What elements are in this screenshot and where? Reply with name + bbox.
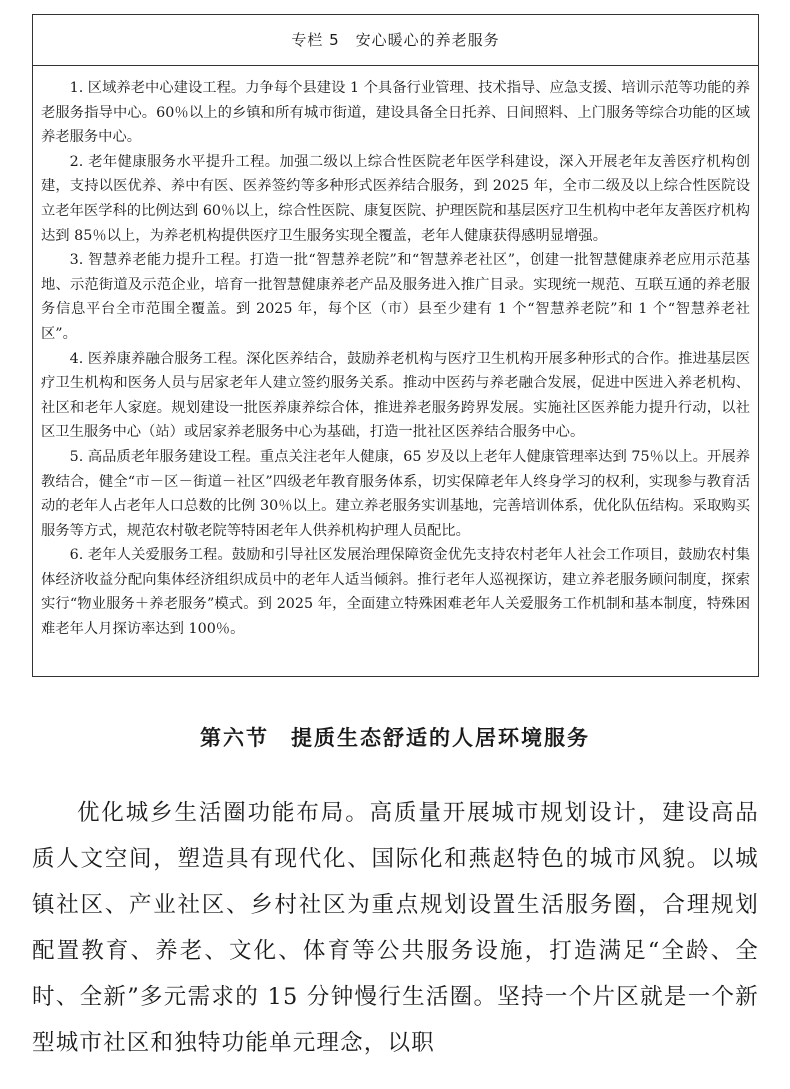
feature-box xyxy=(32,14,759,677)
body-paragraph: 优化城乡生活圈功能布局。高质量开展城市规划设计，建设高品质人文空间，塑造具有现代化、国际化和燕赵特色的城市风貌。以城镇社区、产业社区、乡村社区为重点规划设置生活服务圈，合理规划配置教育、养老、文化、体育等公共服务设施，打造满足“全龄、全时、全新”多元需求的 15 分钟慢行生活圈。坚持一个片区就是一个新型城市社区和独特功能单元理念，以职 xyxy=(32,800,759,1056)
feature-box-body xyxy=(33,66,758,642)
feature-item-3: 3. 智慧养老能力提升工程。打造一批“智慧养老院”和“智慧养老社区”，创建一批智慧健康养老应用示范基地、示范街道及示范企业，培育一批智慧健康养老产品及服务进入推广目录。实现统一规范、互联互通的养老服务信息平台全市范围全覆盖。到 2025 年，每个区（市）县至少建有 1 个“智慧养老院”和 1 个“智慧养老社区”。 xyxy=(41,252,750,342)
section-heading xyxy=(0,722,790,752)
feature-item-1: 1. 区域养老中心建设工程。力争每个县建设 1 个具备行业管理、技术指导、应急支援、培训示范等功能的养老服务指导中心。60％以上的乡镇和所有城市街道，建设具备全日托养、日间照料、上门服务等综合功能的区域养老服务中心。 xyxy=(41,80,750,146)
feature-item-4: 4. 医养康养融合服务工程。深化医养结合，鼓励养老机构与医疗卫生机构开展多种形式的合作。推进基层医疗卫生机构和医务人员与居家老年人建立签约服务关系。推动中医药与养老融合发展，促进中医进入养老机构、社区和老年人家庭。规划建设一批医养康养综合体，推进养老服务跨界发展。实施社区医养能力提升行动，以社区卫生服务中心（站）或居家养老服务中心为基础，打造一批社区医养结合服务中心。 xyxy=(41,350,750,441)
feature-item-2: 2. 老年健康服务水平提升工程。加强二级以上综合性医院老年医学科建设，深入开展老年友善医疗机构创建，支持以医优养、养中有医、医养签约等多种形式医养结合服务，到 2025 年，全市二级及以上综合性医院设立老年医学科的比例达到 60％以上，综合性医院、康复医院、护理医院和基层医疗卫生机构中老年友善医疗机构达到 85％以上，为养老机构提供医疗卫生服务实现全覆盖，老年人健康获得感明显增强。 xyxy=(41,153,750,244)
section-title: 提质生态舒适的人居环境服务 xyxy=(291,726,590,750)
main-text xyxy=(32,790,759,1066)
feature-item-6: 6. 老年人关爱服务工程。鼓励和引导社区发展治理保障资金优先支持农村老年人社会工作项目，鼓励农村集体经济收益分配向集体经济组织成员中的老年人适当倾斜。推行老年人巡视探访，建立养老服务顾问制度，探索实行“物业服务＋养老服务”模式。到 2025 年，全面建立特殊困难老年人关爱服务工作机制和基本制度，特殊困难老年人月探访率达到 100％。 xyxy=(41,547,750,638)
feature-item-5: 5. 高品质老年服务建设工程。重点关注老年人健康，65 岁及以上老年人健康管理率达到 75％以上。开展养教结合，健全“市－区－街道－社区”四级老年教育服务体系，切实保障老年人终身学习的权利，实现参与教育活动的老年人占老年人口总数的比例 30％以上。建立养老服务实训基地，完善培训体系，优化队伍结构。采取购买服务等方式，规范农村敬老院等特困老年人供养机构护理人员配比。 xyxy=(41,448,750,539)
feature-box-title: 专栏 5 安心暖心的养老服务 xyxy=(33,15,758,66)
section-number: 第六节 xyxy=(200,726,269,750)
